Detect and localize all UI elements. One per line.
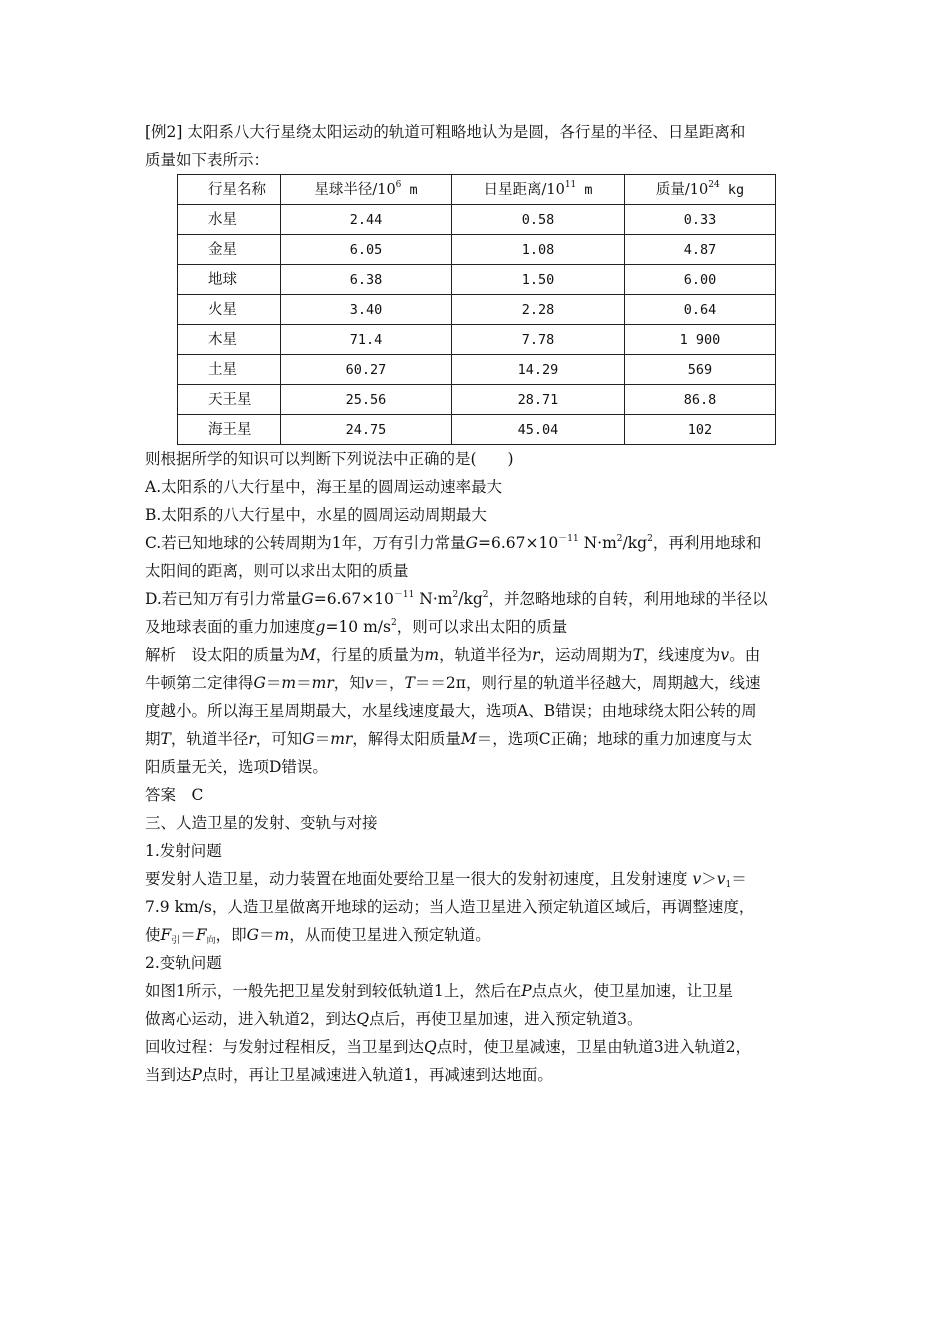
launch-paragraph: 要发射人造卫星，动力装置在地面处要给卫星一很大的发射初速度，且发射速度 $v>v_1=$ 7.9 km/s，人造卫星做离开地球的运动；当人造卫星进入预定轨道区域后，再调整速度， 使$F_引=F_向$，即G＝m，从而使卫星进入预定轨道。 [145,870,755,946]
header-mass: 质量$/10^{24}$ kg [625,175,776,205]
table-body [178,205,776,445]
table-row [178,295,776,325]
value-cell: 6.00 [625,265,776,295]
value-cell: 7.78 [452,325,625,355]
planet-name-cell: 金星 [178,235,281,265]
table-row [178,265,776,295]
planet-name-cell: 海王星 [178,415,281,445]
answer: 答案 C [145,786,204,804]
value-cell: 2.28 [452,295,625,325]
planet-name-cell: 天王星 [178,385,281,415]
document-page [145,118,810,1089]
value-cell: 45.04 [452,415,625,445]
value-cell: 1 900 [625,325,776,355]
intro-line-1: [例2] 太阳系八大行星绕太阳运动的轨道可粗略地认为是圆，各行星的半径、日星距离和 [145,123,746,141]
option-d: D.若已知万有引力常量$G=6.67\times 10^{-11}$ $N\cdot m^2/kg^2$，并忽略地球的自转，利用地球的半径以 及地球表面的重力加速度g=10 $m/s^2$，则可以求出太阳的质量 [145,590,768,636]
planet-table [177,174,776,445]
value-cell: 2.44 [281,205,452,235]
value-cell: 102 [625,415,776,445]
value-cell: 6.05 [281,235,452,265]
option-a: A.太阳系的八大行星中，海王星的圆周运动速率最大 [145,478,503,496]
subsection-orbit: 2.变轨问题 [145,954,222,972]
table-row [178,355,776,385]
planet-name-cell: 土星 [178,355,281,385]
value-cell: 28.71 [452,385,625,415]
table-row [178,415,776,445]
option-c: C.若已知地球的公转周期为1年，万有引力常量$G=6.67\times 10^{-11}$ $N\cdot m^2/kg^2$，再利用地球和 太阳间的距离，则可以求出太阳的质量 [145,534,762,580]
header-radius: 星球半径$/10^6$ m [281,175,452,205]
value-cell: 569 [625,355,776,385]
table-row [178,385,776,415]
table-row [178,235,776,265]
value-cell: 25.56 [281,385,452,415]
question: 则根据所学的知识可以判断下列说法中正确的是( ) [145,450,514,468]
example-intro [145,118,810,174]
subsection-launch: 1.发射问题 [145,842,222,860]
planet-name-cell: 地球 [178,265,281,295]
table-row [178,205,776,235]
value-cell: 3.40 [281,295,452,325]
value-cell: 14.29 [452,355,625,385]
header-distance: 日星距离$/10^{11}$ m [452,175,625,205]
section-title: 三、人造卫星的发射、变轨与对接 [145,814,378,832]
planet-name-cell: 木星 [178,325,281,355]
value-cell: 6.38 [281,265,452,295]
value-cell: 0.33 [625,205,776,235]
value-cell: 24.75 [281,415,452,445]
table-row [178,325,776,355]
analysis: 解析 设太阳的质量为M，行星的质量为m，轨道半径为r，运动周期为T，线速度为v。由 牛顿第二定律得G＝m＝mr，知v＝，T＝＝2π，则行星的轨道半径越大，周期越大，线速 度越小。所以海王星周期最大，水星线速度最大，选项A、B错误；由地球绕太阳公转的周 期T，轨道半径r，可知G＝mr，解得太阳质量M＝，选项C正确；地球的重力加速度与太 阳质量无关，选项D错误。 [145,646,761,776]
value-cell: 0.58 [452,205,625,235]
planet-name-cell: 水星 [178,205,281,235]
header-name: 行星名称 [178,175,281,205]
orbit-paragraph: 如图1所示，一般先把卫星发射到较低轨道1上，然后在P点点火，使卫星加速，让卫星 做离心运动，进入轨道2，到达Q点后，再使卫星加速，进入预定轨道3。 [145,982,734,1028]
value-cell: 1.50 [452,265,625,295]
value-cell: 71.4 [281,325,452,355]
value-cell: 60.27 [281,355,452,385]
value-cell: 86.8 [625,385,776,415]
value-cell: 1.08 [452,235,625,265]
value-cell: 4.87 [625,235,776,265]
intro-line-2: 质量如下表所示： [145,151,270,169]
value-cell: 0.64 [625,295,776,325]
recover-paragraph: 回收过程：与发射过程相反，当卫星到达Q点时，使卫星减速，卫星由轨道3进入轨道2， 当到达P点时，再让卫星减速进入轨道1，再减速到达地面。 [145,1038,751,1084]
option-b: B.太阳系的八大行星中，水星的圆周运动周期最大 [145,506,487,524]
planet-name-cell: 火星 [178,295,281,325]
table-header-row [178,175,776,205]
